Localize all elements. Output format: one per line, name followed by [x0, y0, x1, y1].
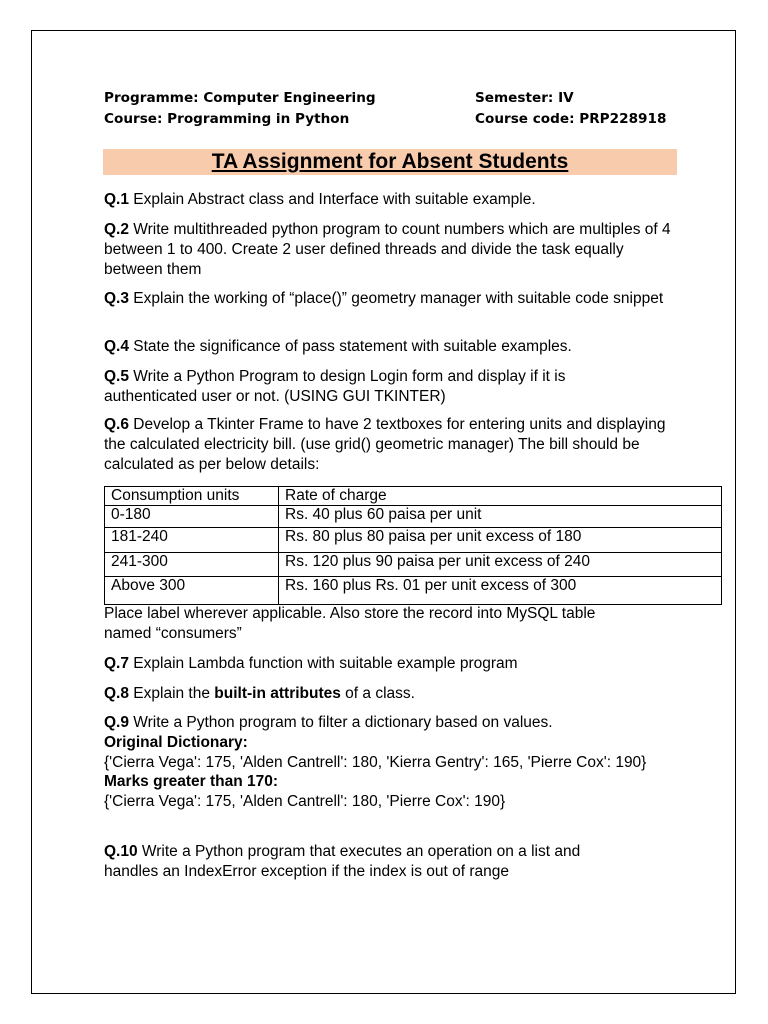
question-text: Develop a Tkinter Frame to have 2 textboxes for entering units and displaying the calculated electricity bill. (use grid() geometric manager) The bill should be calculated as per below details:	[104, 416, 666, 473]
table-cell: 0-180	[105, 506, 279, 528]
question-text: State the significance of pass statement with suitable examples.	[128, 338, 572, 355]
question-number: Q.4	[104, 338, 129, 355]
table-row	[105, 577, 722, 605]
course-code: Course code: PRP228918	[475, 111, 667, 127]
question-bold-text: built-in attributes	[214, 685, 341, 702]
programme: Programme: Computer Engineering	[104, 90, 376, 106]
page-title: TA Assignment for Absent Students	[211, 150, 569, 173]
table-row	[105, 528, 722, 553]
filtered-dict-label: Marks greater than 170:	[104, 773, 279, 791]
question-number: Q.1	[104, 191, 129, 208]
table-cell: 181-240	[105, 528, 279, 553]
semester: Semester: IV	[475, 90, 574, 106]
table-row	[105, 553, 722, 577]
question-text: Write multithreaded python program to count numbers which are multiples of 4 between 1 to 400. Create 2 user defined threads and divide the task equally between them	[104, 221, 671, 278]
question-9	[104, 713, 704, 812]
question-number: Q.2	[104, 221, 129, 238]
table-cell: Rs. 160 plus Rs. 01 per unit excess of 300	[279, 577, 722, 605]
table-cell: 241-300	[105, 553, 279, 577]
table-row	[105, 506, 722, 528]
question-text: Explain Lambda function with suitable example program	[128, 655, 518, 672]
table-cell: Above 300	[105, 577, 279, 605]
question-text: Explain Abstract class and Interface with suitable example.	[128, 191, 536, 208]
question-6-note: Place label wherever applicable. Also store the record into MySQL table named “consumers”	[104, 605, 596, 642]
question-number: Q.5	[104, 368, 129, 385]
question-2	[104, 220, 684, 279]
question-number: Q.6	[104, 416, 129, 433]
question-text: Write a Python program that executes an operation on a list and handles an IndexError exception if the index is out of range	[104, 843, 581, 880]
question-3	[104, 289, 684, 309]
course: Course: Programming in Python	[104, 111, 350, 127]
question-6	[104, 415, 669, 474]
table-header-row	[105, 487, 722, 506]
header-left	[104, 88, 376, 130]
title-band	[103, 149, 677, 175]
table-cell: Rs. 80 plus 80 paisa per unit excess of 180	[279, 528, 722, 553]
question-number: Q.10	[104, 843, 138, 860]
header-right	[475, 88, 666, 130]
question-number: Q.9	[104, 714, 129, 731]
question-number: Q.7	[104, 655, 129, 672]
question-text: Explain the working of “place()” geometry manager with suitable code snippet	[128, 290, 664, 307]
question-1	[104, 190, 684, 210]
rate-table	[104, 486, 722, 605]
question-text: Explain the	[128, 685, 215, 702]
question-text: of a class.	[340, 685, 415, 702]
question-7	[104, 654, 684, 674]
table-cell: Rs. 120 plus 90 paisa per unit excess of 240	[279, 553, 722, 577]
question-10	[104, 842, 634, 882]
table-cell: Rs. 40 plus 60 paisa per unit	[279, 506, 722, 528]
question-5	[104, 367, 624, 407]
question-text: Write a Python Program to design Login form and display if it is authenticated user or not. (USING GUI TKINTER)	[104, 368, 566, 405]
original-dict-label: Original Dictionary:	[104, 733, 248, 751]
question-8	[104, 684, 684, 704]
question-number: Q.3	[104, 290, 129, 307]
table-header: Rate of charge	[279, 487, 722, 506]
question-text: Write a Python program to filter a dictionary based on values.	[128, 714, 553, 731]
question-number: Q.8	[104, 685, 129, 702]
original-dict-value: {'Cierra Vega': 175, 'Alden Cantrell': 180, 'Kierra Gentry': 165, 'Pierre Cox': 190}	[104, 753, 647, 771]
table-header: Consumption units	[105, 487, 279, 506]
question-4	[104, 337, 684, 357]
filtered-dict-value: {'Cierra Vega': 175, 'Alden Cantrell': 180, 'Pierre Cox': 190}	[104, 793, 506, 811]
